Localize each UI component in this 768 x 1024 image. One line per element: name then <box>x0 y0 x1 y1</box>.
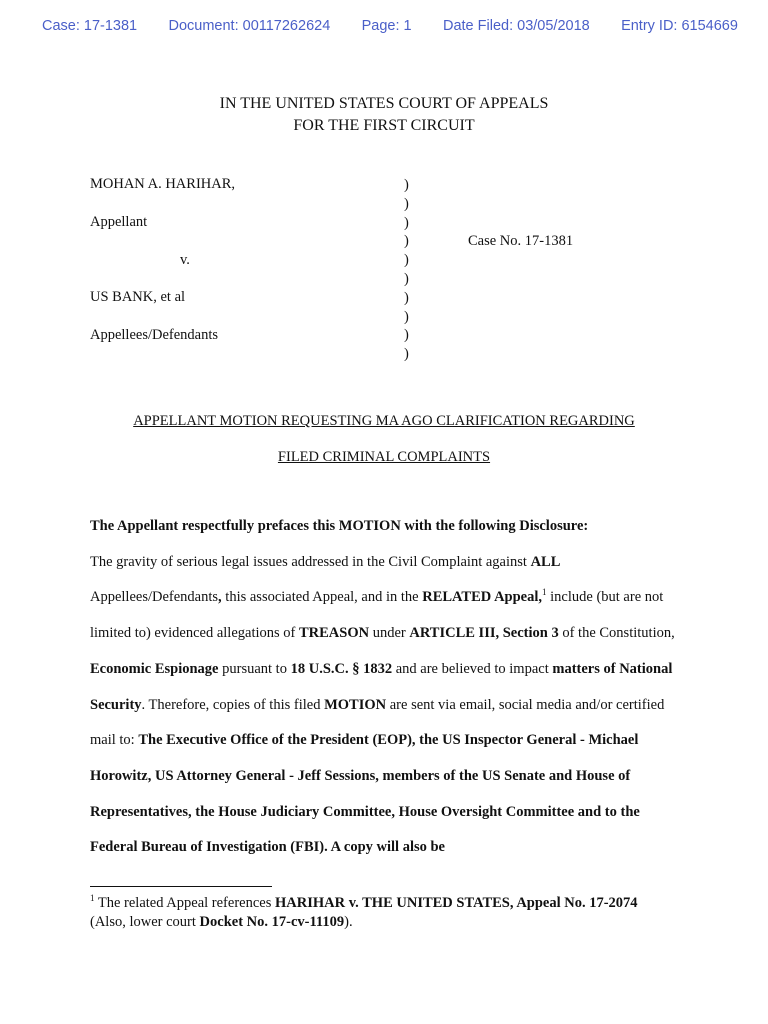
caption-parentheses <box>404 176 409 364</box>
paren: ) <box>404 195 409 212</box>
paren: ) <box>404 233 409 250</box>
header-date-filed: Date Filed: 03/05/2018 <box>442 18 590 34</box>
versus: v. <box>180 252 190 268</box>
court-title <box>0 93 768 137</box>
court-title-line1: IN THE UNITED STATES COURT OF APPEALS <box>219 95 549 112</box>
header-entry-id: Entry ID: 6154669 <box>621 18 738 34</box>
motion-title-line1: APPELLANT MOTION REQUESTING MA AGO CLARIFICATION REGARDING <box>133 413 635 429</box>
footnote-marker: 1 <box>90 893 95 904</box>
appellee-name: US BANK, et al <box>90 289 186 305</box>
paren: ) <box>404 214 409 231</box>
case-number: Case No. 17-1381 <box>468 233 574 249</box>
appellee-role: Appellees/Defendants <box>90 327 219 343</box>
paren: ) <box>404 308 409 325</box>
paren: ) <box>404 252 409 269</box>
header-document: Document: 00117262624 <box>168 18 331 34</box>
case-caption <box>90 176 690 366</box>
motion-title <box>0 403 768 475</box>
footnote: $^1$ The related Appeal references HARIHAR v. THE UNITED STATES, Appeal No. 17-2074 (Also, lower court Docket No. 17-cv-11109). <box>90 893 638 930</box>
ecf-header <box>42 18 738 34</box>
disclosure-paragraph: The gravity of serious legal issues addressed in the Civil Complaint against ALL Appellees/Defendants, this associated Appeal, and in the RELATED Appeal,$^1$ include (but are not limited to) evidenced allegations of TREASON under ARTICLE III, Section 3 of the Constitution, Economic Espionage pursuant to 18 U.S.C. § 1832 and are believed to impact matters of National Security. Therefore, copies of this filed MOTION are sent via email, social media and/or certified mail to: The Executive Office of the President (EOP), the US Inspector General - Michael Horowitz, US Attorney General - Jeff Sessions, members of the US Senate and House of Representatives, the House Judiciary Committee, House Oversight Committee and to the Federal Bureau of Investigation (FBI). A copy will also be <box>90 553 675 856</box>
paren: ) <box>404 327 409 344</box>
appellant-name: MOHAN A. HARIHAR, <box>90 176 236 192</box>
paren: ) <box>404 289 409 306</box>
paren: ) <box>404 346 409 363</box>
preface: The Appellant respectfully prefaces this MOTION with the following Disclosure: <box>90 518 589 534</box>
paren: ) <box>404 270 409 287</box>
footnote-ref: 1 <box>542 587 547 598</box>
header-case: Case: 17-1381 <box>42 18 138 34</box>
paren: ) <box>404 177 409 193</box>
motion-title-line2: FILED CRIMINAL COMPLAINTS <box>277 449 491 465</box>
motion-body <box>90 509 690 866</box>
footnote-divider <box>90 886 272 887</box>
court-title-line2: FOR THE FIRST CIRCUIT <box>293 117 475 134</box>
header-page: Page: 1 <box>361 18 412 34</box>
appellant-role: Appellant <box>90 214 148 230</box>
